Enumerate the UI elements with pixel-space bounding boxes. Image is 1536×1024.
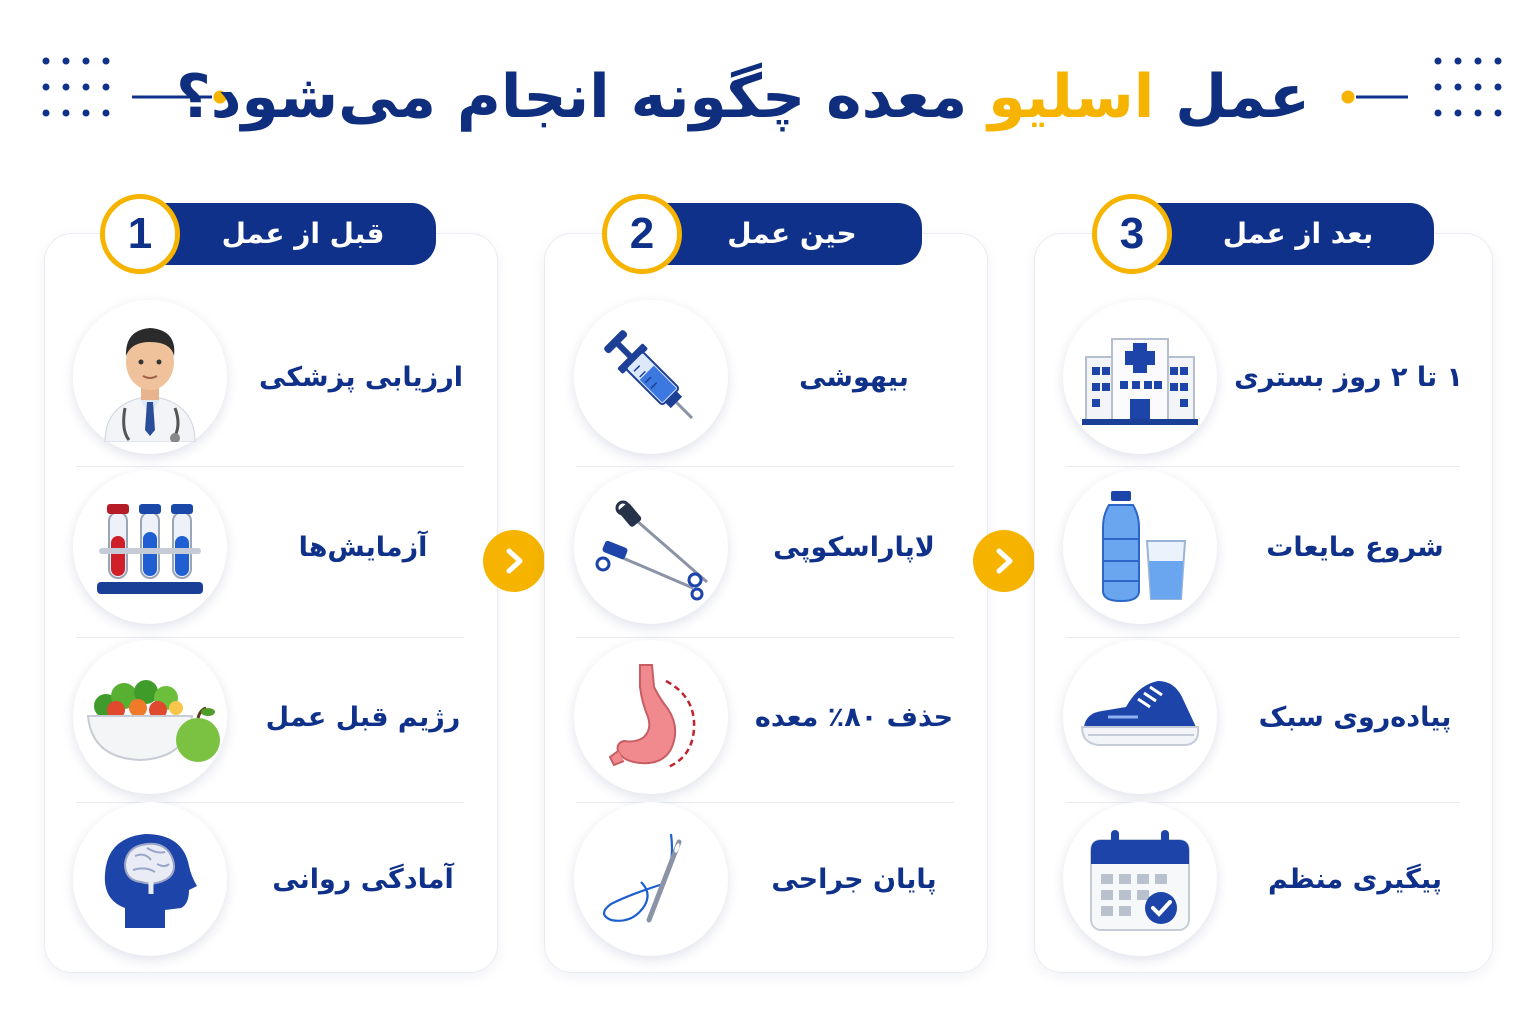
calendar-check-icon (1063, 802, 1217, 956)
step-2-item-1 (574, 300, 964, 460)
step-3-title: بعد از عمل (1132, 203, 1434, 265)
title-part-2: معده چگونه انجام می‌شود؟ (175, 62, 989, 132)
step-1-title: قبل از عمل (140, 203, 436, 265)
divider (76, 466, 464, 467)
sneaker-icon (1063, 640, 1217, 794)
suture-needle-icon (574, 802, 728, 956)
step-3-item-4 (1063, 802, 1463, 962)
item-label-end-of-surgery: پایان جراحی (771, 864, 937, 895)
step-1-number: 1 (100, 194, 180, 274)
test-tubes-icon (73, 470, 227, 624)
item-label-stomach-removal: حذف ۸۰٪ معده (754, 702, 954, 733)
title-highlight: اسلیو (988, 62, 1155, 132)
step-1-item-3 (73, 640, 473, 800)
dot-grid-left-decoration (40, 55, 112, 119)
doctor-icon (73, 300, 227, 454)
item-label-anesthesia: بیهوشی (799, 362, 909, 393)
item-label-laparoscopy: لاپاراسکوپی (773, 532, 935, 563)
divider (576, 637, 954, 638)
step-1-item-4 (73, 802, 473, 962)
step-2-item-4 (574, 802, 964, 962)
step-3-item-1 (1063, 300, 1463, 460)
item-label-pre-op-diet: رژیم قبل عمل (265, 702, 461, 733)
divider (1066, 637, 1460, 638)
step-2-number: 2 (602, 194, 682, 274)
step-2-title: حین عمل (642, 203, 922, 265)
step-3-item-3 (1063, 640, 1463, 800)
item-label-hospital-stay: ۱ تا ۲ روز بستری (1234, 362, 1463, 393)
title-part-1: عمل (1154, 62, 1310, 132)
divider (1066, 466, 1460, 467)
step-2-item-2 (574, 470, 964, 630)
water-bottle-icon (1063, 470, 1217, 624)
divider (576, 466, 954, 467)
item-label-tests: آزمایش‌ها (298, 532, 428, 563)
item-label-start-fluids: شروع مایعات (1266, 532, 1444, 563)
salad-bowl-icon (73, 640, 227, 794)
item-label-mental-readiness: آمادگی روانی (272, 864, 454, 895)
brain-head-icon (73, 802, 227, 956)
laparoscopic-tools-icon (574, 470, 728, 624)
item-label-regular-follow-up: پیگیری منظم (1267, 864, 1443, 895)
line-dot-right-decoration (1336, 90, 1436, 104)
dot-grid-right-decoration (1432, 55, 1504, 119)
step-3-number: 3 (1092, 194, 1172, 274)
hospital-icon (1063, 300, 1217, 454)
syringe-icon (574, 300, 728, 454)
page-title (175, 52, 1310, 142)
step-1-item-2 (73, 470, 473, 630)
step-2-item-3 (574, 640, 964, 800)
next-arrow-icon-1 (483, 530, 545, 592)
step-1-item-1 (73, 300, 473, 460)
stomach-icon (574, 640, 728, 794)
item-label-medical-evaluation: ارزیابی پزشکی (259, 362, 463, 393)
divider (76, 637, 464, 638)
step-3-item-2 (1063, 470, 1463, 630)
item-label-light-walking: پیاده‌روی سبک (1258, 702, 1452, 733)
next-arrow-icon-2 (973, 530, 1035, 592)
